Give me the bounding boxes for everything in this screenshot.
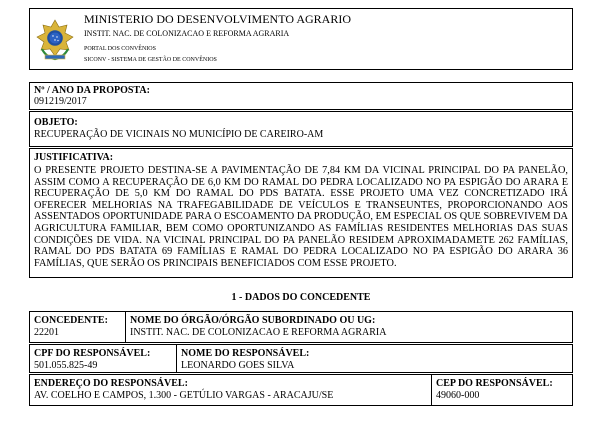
institute-name: INSTIT. NAC. DE COLONIZACAO E REFORMA AGRARIA — [84, 29, 290, 38]
grantor-label: CONCEDENTE: — [34, 315, 108, 326]
responsible-zip-value: 49060-000 — [436, 390, 480, 401]
responsible-cpf-label: CPF DO RESPONSÁVEL: — [34, 348, 151, 359]
responsible-name-label: NOME DO RESPONSÁVEL: — [181, 348, 310, 359]
agency-value: INSTIT. NAC. DE COLONIZACAO E REFORMA AGRARIA — [130, 327, 387, 338]
ministry-title: MINISTERIO DO DESENVOLVIMENTO AGRARIO — [84, 12, 351, 26]
brazil-coat-of-arms-icon — [36, 19, 74, 61]
portal-name: PORTAL DOS CONVÊNIOS — [84, 46, 156, 52]
justification-label: JUSTIFICATIVA: — [34, 152, 114, 163]
responsible-address-value: AV. COELHO E CAMPOS, 1.300 - GETÚLIO VARGAS - ARACAJU/SE — [34, 390, 334, 401]
responsible-cpf-value: 501.055.825-49 — [34, 360, 98, 371]
objective-label: OBJETO: — [34, 117, 78, 128]
grantor-row-3 — [29, 374, 573, 406]
objective-value: RECUPERAÇÃO DE VICINAIS NO MUNICÍPIO DE CAREIRO-AM — [34, 129, 324, 140]
document-header — [29, 8, 573, 70]
grantor-row-2 — [29, 344, 573, 373]
section-title: 1 - DADOS DO CONCEDENTE — [231, 292, 371, 303]
justification-text: O PRESENTE PROJETO DESTINA-SE A PAVIMENTAÇÃO DE 7,84 KM DA VICINAL PRINCIPAL DO PA PANELÃO, ASSIM COMO A RECUPERAÇÃO DE 6,0 KM DO RAMAL DO PEDRA LOCALIZADO NO PA ESPIGÃO DO ARARA E RECUPERAÇÃO DE 5,0 KM DO RAMAL DO PDS BATATA. ESSE PROJETO UMA VEZ CONCRETIZADO IRÁ OFERECER MELHORIAS NA TRAFEGABILIDADE DE VEÍCULOS E TRANSEUNTES, PROPORCIONANDO AOS ASSENTADOS OPORTUNIDADE PARA O ESCOAMENTO DA PRODUÇÃO, EM ESPECIAL OS QUE SOBREVIVEM DA AGRICULTURA FAMILIAR, BEM COMO OPORTUNIZANDO AS FAMÍLIAS RESIDENTES MELHORIAS DAS SUAS CONDIÇÕES DE VIDA. NA VICINAL PRINCIPAL DO PA PANELÃO RESIDEM APROXIMADAMETE 262 FAMÍLIAS, RAMAL DO PDS BATATA 69 FAMÍLIAS E RAMAL DO PEDRA LOCALIZADO NO PA ESPIGÃO DO ARARA 36 FAMÍLIAS, QUE SERÃO OS PRINCIPAIS BENEFICIADOS COM ESSE PROJETO. — [34, 165, 568, 269]
objective-box — [29, 111, 573, 147]
justification-box — [29, 148, 573, 278]
proposal-number-box — [29, 82, 573, 110]
grantor-row-1 — [29, 311, 573, 343]
system-name: SICONV - SISTEMA DE GESTÃO DE CONVÊNIOS — [84, 57, 217, 63]
responsible-name-value: LEONARDO GOES SILVA — [181, 360, 295, 371]
grantor-value: 22201 — [34, 327, 59, 338]
responsible-zip-label: CEP DO RESPONSÁVEL: — [436, 378, 553, 389]
agency-label: NOME DO ÓRGÃO/ÓRGÃO SUBORDINADO OU UG: — [130, 315, 376, 326]
proposal-number-value: 091219/2017 — [34, 96, 87, 107]
proposal-number-label: Nº / ANO DA PROPOSTA: — [34, 85, 150, 96]
responsible-address-label: ENDEREÇO DO RESPONSÁVEL: — [34, 378, 188, 389]
